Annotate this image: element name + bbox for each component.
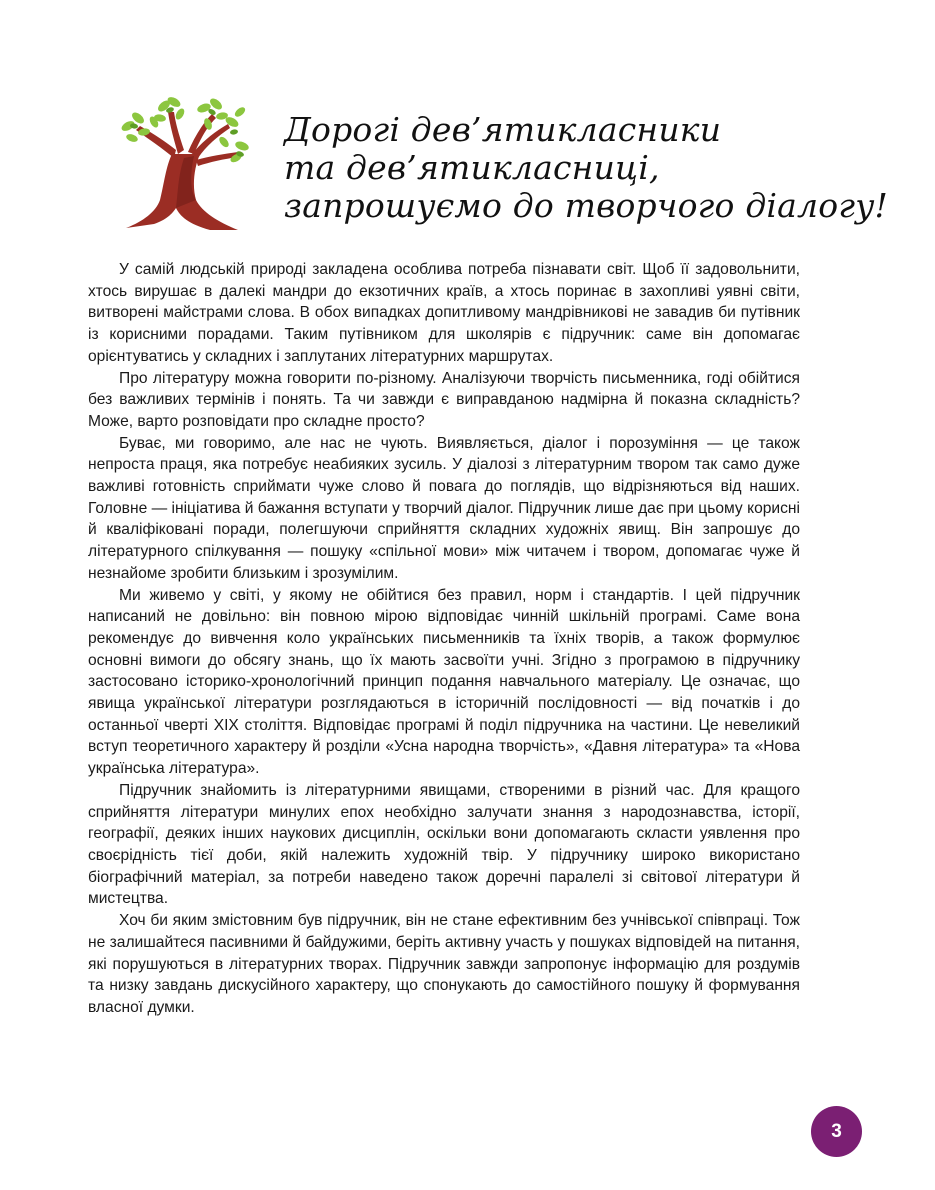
title-line: запрошуємо до творчого діалогу! xyxy=(284,186,889,225)
body-text xyxy=(88,259,800,1019)
paragraph: Підручник знайомить із літературними явищами, створеними в різний час. Для кращого сприйняття літератури минулих епох необхідно залучати знання з народознавства, історії, географії, деяких інших наукових дисциплін, оскільки вони допомагають скласти уявлення про своєрідність тієї доби, якій належить художній твір. У підручнику широко використано біографічний матеріал, за потреби наведено також доречні паралелі зі світової літератури й мистецтва. xyxy=(88,781,800,908)
paragraph: Буває, ми говоримо, але нас не чують. Виявляється, діалог і порозуміння — це також непроста праця, яка потребує неабияких зусиль. У діалозі з літературним твором так само дуже важливі готовність сприймати чуже слово й повага до поглядів, що відрізняються від наших. Головне — ініціатива й бажання вступати у творчий діалог. Підручник лише дає при цьому корисні й кваліфіковані поради, полегшуючи сприйняття складних художніх явищ. Він запрошує до літературного спілкування — пошуку «спільної мови» між читачем і твором, допомагає чуже й незнайоме зробити близьким і зрозумілим. xyxy=(88,434,800,582)
tree-icon xyxy=(114,96,252,234)
paragraph: Хоч би яким змістовним був підручник, він не стане ефективним без учнівської співпраці. Тож не залишайтеся пасивними й байдужими, беріть активну участь у пошуках відповідей на питання, які порушуються в літературних творах. Підручник завжди запропонує інформацію для роздумів та низку завдань дискусійного характеру, що спонукають до самостійного пошуку й формування власної думки. xyxy=(88,912,800,1016)
paragraph: Про літературу можна говорити по-різному. Аналізуючи творчість письменника, годі обійтися без важливих термінів і понять. Та чи завжди є виправданою надмірна й показна складність? Може, варто розповідати про складне просто? xyxy=(88,369,800,430)
paragraph: У самій людській природі закладена особлива потреба пізнавати світ. Щоб її задовольнити, хтось вирушає в далекі мандри до екзотичних країв, а хтось поринає в захопливі уявні світи, витворені майстрами слова. В обох випадках допитливому мандрівникові не завадив би путівник із корисними порадами. Таким путівником для школярів є підручник: саме він допомагає орієнтуватись у складних і заплутаних літературних маршрутах. xyxy=(88,261,800,365)
title-line: Дорогі дев’ятикласники xyxy=(284,110,722,149)
page-number: 3 xyxy=(831,1120,842,1142)
paragraph: Ми живемо у світі, у якому не обійтися без правил, норм і стандартів. І цей підручник написаний не довільно: він повною мірою відповідає чинній шкільній програмі. Саме вона рекомендує до вивчення коло українських письменників та їхніх творів, а також формулює основні вимоги до обсягу знань, що їх мають засвоїти учні. Згідно з програмою в підручнику застосовано історико-хронологічний принцип подання навчального матеріалу. Це означає, що явища української літератури розглядаються в історичній послідовності — від початків і до останньої чверті ХІХ століття. Відповідає програмі й поділ підручника на частини. Це невеликий вступ теоретичного характеру й розділи «Усна народна творчість», «Давня література» та «Нова українська література». xyxy=(88,586,800,778)
page-title xyxy=(284,111,904,225)
page-number-badge xyxy=(811,1106,862,1157)
title-line: та дев’ятикласниці, xyxy=(284,148,660,187)
